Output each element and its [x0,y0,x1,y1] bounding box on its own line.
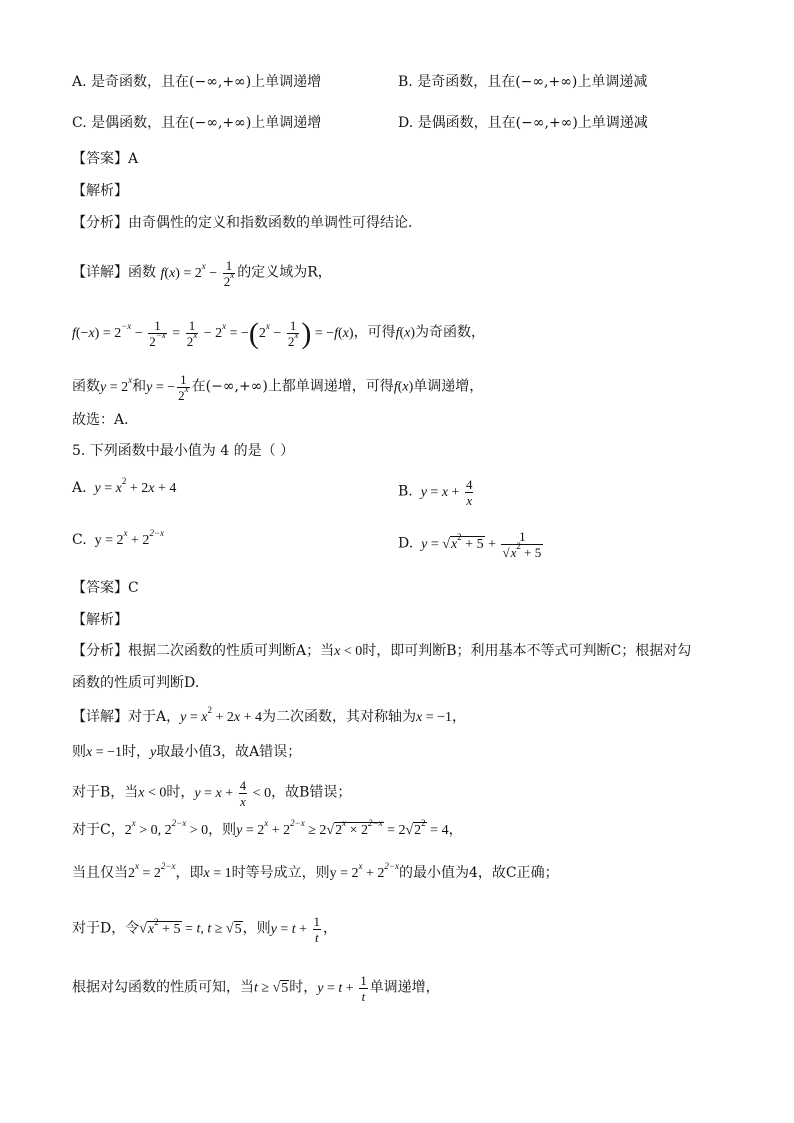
detail-text: 函数 [128,264,156,281]
detail-text: 在 [191,378,206,395]
q4-jiexi: 【解析】 [72,183,128,199]
formula-b: y = x + $\frac{4}{x}$ < 0 [194,778,272,809]
detail-text: 时， [166,784,195,801]
detail-text: 对于D，令 [72,920,140,937]
detail-text: 单调递增， [413,378,484,395]
formula-odd: $f(-x) = 2^{-x}$ − $\frac{1}{2^{-x}}$ = $\frac{1}{2^x}$ − $2^x = -(2^x$ − $\frac{1}{2^x}$ ) = −f(x) [72,316,354,350]
formula-d: y = t + $\frac{1}{t}$ [270,914,321,945]
q5-detail-line6 [72,914,337,945]
formula-axis: x = −1 [416,710,453,725]
option-label: D. [398,535,414,552]
option-label: A. [72,74,87,90]
q4-option-b [398,71,647,93]
detail-text: 则 [72,744,86,760]
option-text: 是偶函数，且在(−∞,+∞)上单调递减 [417,115,648,131]
detail-text: ，故B错误； [271,784,352,801]
detail-text: 的最小值为4，故C正确； [399,865,559,881]
option-label: B. [398,74,413,90]
answer-tag: 【答案】 [72,580,128,596]
formula-d2: y = t + $\frac{1}{t}$ [317,973,367,1004]
formula-sub: $√x^2 + 5 = t$, t ≥ √5 [139,916,242,937]
formula-interval: (−∞,+∞) [205,378,268,395]
formula-x-neg: x < 0 [138,785,167,801]
formula-x1: x = 1 [203,866,232,881]
formula-amgm: $y = 2^x + 2^{2-x} \ge 2√2^x \times 2^{2-x} = 2√2^2 = 4$ [236,818,449,838]
detail-text: 时等号成立，则 [231,865,330,881]
detail-text: 根据对勾函数的性质可知，当 [72,979,254,996]
q5-detail-line5 [72,862,559,885]
q5-detail-line1 [72,706,466,729]
detail-text: ，则 [242,920,271,937]
q5-answer [72,577,139,599]
detail-text: ，可得 [353,324,396,341]
fenxi-tag: 【分析】 [72,215,128,231]
option-text: 是偶函数，且在(−∞,+∞)上单调递增 [91,115,322,131]
q4-choice: 故选：A． [72,412,139,428]
detail-text: 对于C， [72,822,125,838]
detail-text: 对于B，当 [72,784,139,801]
formula-fx-short: f(x) [395,325,416,341]
option-label: A. [72,480,87,496]
detail-text: 当且仅当 [72,865,128,881]
q4-detail-line3 [72,372,483,403]
formula-pos: $2^x > 0$, $2^{2-x} > 0$ [124,818,209,838]
q5-jiexi: 【解析】 [72,612,128,628]
q5-detail-line3 [72,778,351,809]
option-formula: y = x + $\frac{4}{x}$ [417,477,473,508]
formula-fx: $f(x) = 2^x$ − $\frac{1}{2^x}$ [160,258,235,289]
detail-text: 取最小值3，故A错误； [156,744,302,760]
option-formula: $y = 2^x + 2^{2-x}$ [94,528,165,548]
detail-text: ， [323,920,338,937]
q5-option-c [72,529,164,552]
q4-answer [72,148,138,170]
q5-detail-line2 [72,741,301,764]
q5-detail-line4 [72,819,463,842]
detail-text: 单调递增， [369,979,440,996]
detail-text: 函数 [72,378,100,395]
formula-x-neg: x < 0 [334,644,363,659]
formula-x: x = −1 [86,745,123,760]
q5-fenxi-line1 [72,640,691,663]
detail-tag: 【详解】 [72,264,128,281]
q4-detail-line1 [72,258,332,289]
answer-value: C [128,580,139,596]
detail-text: 和 [132,378,147,395]
detail-text: 的定义域为R， [237,264,332,281]
formula-quad: $y = x^2 + 2x + 4$ [180,705,262,725]
formula-y: y [150,745,157,760]
formula-c: $y = 2^x + 2^{2-x}$ [329,861,399,881]
q5-option-b [398,477,475,508]
option-text: 是奇函数，且在(−∞,+∞)上单调递增 [91,74,322,90]
detail-text: ，即 [175,865,204,881]
q4-option-c [72,112,321,134]
detail-text: ， [452,709,467,725]
option-label: C. [72,115,87,131]
q4-option-a [72,71,321,93]
detail-text: 为奇函数， [415,324,486,341]
fenxi-text: 时，即可判断B；利用基本不等式可判断C；根据对勾 [362,643,692,659]
formula-y2: y = − $\frac{1}{2^x}$ [146,372,189,403]
formula-t: t ≥ √5 [254,980,289,996]
fenxi-tag: 【分析】 [72,643,128,659]
formula-fx-short: f(x) [393,379,414,395]
answer-tag: 【答案】 [72,151,128,167]
detail-text: 对于A， [128,709,181,725]
option-label: D. [398,115,414,131]
q4-detail-line2 [72,318,485,349]
q4-fenxi [72,212,422,234]
option-label: C. [72,532,87,548]
option-label: B. [398,483,413,500]
detail-text: 时， [289,979,318,996]
q5-detail-line7 [72,973,440,1004]
detail-text: 上都单调递增，可得 [267,378,394,395]
fenxi-text: 根据二次函数的性质可判断A；当 [128,643,335,659]
detail-text: 为二次函数，其对称轴为 [262,709,416,725]
option-formula: $y = x^2 + 2x + 4$ [91,476,177,496]
q5-fenxi-line2: 函数的性质可判断D. [72,675,200,691]
detail-tag: 【详解】 [72,709,128,725]
formula-eq: $2^x = 2^{2-x}$ [128,861,176,881]
detail-text: 时， [122,744,151,760]
answer-value: A [128,151,139,167]
q5-stem: 5. 下列函数中最小值为 4 的是（ ） [72,443,295,459]
q5-option-d [398,529,545,560]
option-text: 是奇函数，且在(−∞,+∞)上单调递减 [417,74,648,90]
fenxi-text: 由奇偶性的定义和指数函数的单调性可得结论． [128,215,422,231]
q4-option-d [398,112,648,134]
q5-option-a [72,477,176,500]
formula-y1: $y = 2^x$ [100,374,133,395]
detail-text: ， [448,822,463,838]
option-formula: $y = √x^2 + 5$ + $\frac{1}{√x^2 + 5}$ [417,529,542,560]
detail-text: ，则 [208,822,237,838]
